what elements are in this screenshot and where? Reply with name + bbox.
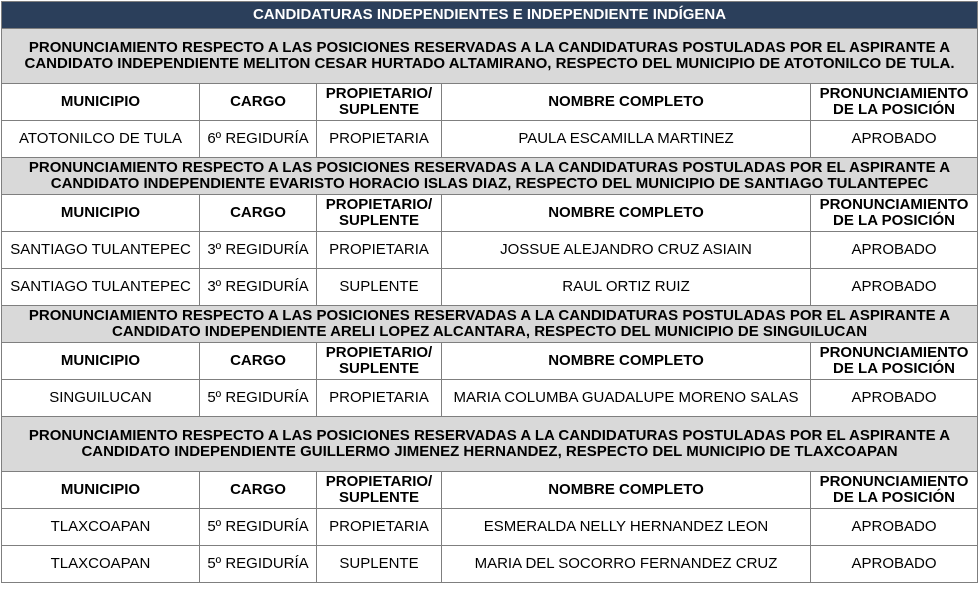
table-title: CANDIDATURAS INDEPENDIENTES E INDEPENDIENTE INDÍGENA — [2, 2, 978, 29]
cell-pronunciamiento: APROBADO — [811, 380, 978, 417]
section-heading: PRONUNCIAMIENTO RESPECTO A LAS POSICIONES RESERVADAS A LA CANDIDATURAS POSTULADAS POR EL ASPIRANTE A CANDIDATO INDEPENDIENTE ARELI LOPEZ ALCANTARA, RESPECTO DEL MUNICIPIO DE SINGUILUCAN — [2, 306, 978, 343]
table-row — [2, 232, 978, 269]
header-municipio: MUNICIPIO — [2, 472, 200, 509]
cell-propietario-suplente: SUPLENTE — [317, 546, 442, 583]
cell-propietario-suplente: PROPIETARIA — [317, 380, 442, 417]
header-pronunciamiento: PRONUNCIAMIENTO DE LA POSICIÓN — [811, 472, 978, 509]
header-municipio: MUNICIPIO — [2, 84, 200, 121]
header-propietario-suplente: PROPIETARIO/ SUPLENTE — [317, 195, 442, 232]
cell-nombre: JOSSUE ALEJANDRO CRUZ ASIAIN — [442, 232, 811, 269]
cell-nombre: PAULA ESCAMILLA MARTINEZ — [442, 121, 811, 158]
header-cargo: CARGO — [200, 195, 317, 232]
header-row — [2, 195, 978, 232]
cell-municipio: ATOTONILCO DE TULA — [2, 121, 200, 158]
header-nombre-completo: NOMBRE COMPLETO — [442, 343, 811, 380]
cell-cargo: 3º REGIDURÍA — [200, 232, 317, 269]
header-cargo: CARGO — [200, 472, 317, 509]
cell-pronunciamiento: APROBADO — [811, 509, 978, 546]
table-row — [2, 509, 978, 546]
cell-nombre: MARIA DEL SOCORRO FERNANDEZ CRUZ — [442, 546, 811, 583]
header-nombre-completo: NOMBRE COMPLETO — [442, 84, 811, 121]
cell-nombre: MARIA COLUMBA GUADALUPE MORENO SALAS — [442, 380, 811, 417]
cell-propietario-suplente: PROPIETARIA — [317, 121, 442, 158]
section-heading: PRONUNCIAMIENTO RESPECTO A LAS POSICIONES RESERVADAS A LA CANDIDATURAS POSTULADAS POR EL ASPIRANTE A CANDIDATO INDEPENDIENTE GUILLERMO JIMENEZ HERNANDEZ, RESPECTO DEL MUNICIPIO DE TLAXCOAPAN — [2, 417, 978, 472]
section-heading: PRONUNCIAMIENTO RESPECTO A LAS POSICIONES RESERVADAS A LA CANDIDATURAS POSTULADAS POR EL ASPIRANTE A CANDIDATO INDEPENDIENTE MELITON CESAR HURTADO ALTAMIRANO, RESPECTO DEL MUNICIPIO DE ATOTONILCO DE TULA. — [2, 29, 978, 84]
table-row — [2, 546, 978, 583]
cell-pronunciamiento: APROBADO — [811, 121, 978, 158]
cell-municipio: SINGUILUCAN — [2, 380, 200, 417]
header-row — [2, 84, 978, 121]
header-pronunciamiento: PRONUNCIAMIENTO DE LA POSICIÓN — [811, 195, 978, 232]
cell-nombre: ESMERALDA NELLY HERNANDEZ LEON — [442, 509, 811, 546]
cell-cargo: 5º REGIDURÍA — [200, 509, 317, 546]
table-row — [2, 380, 978, 417]
cell-municipio: SANTIAGO TULANTEPEC — [2, 269, 200, 306]
cell-pronunciamiento: APROBADO — [811, 232, 978, 269]
cell-propietario-suplente: PROPIETARIA — [317, 509, 442, 546]
header-pronunciamiento: PRONUNCIAMIENTO DE LA POSICIÓN — [811, 84, 978, 121]
cell-propietario-suplente: PROPIETARIA — [317, 232, 442, 269]
header-propietario-suplente: PROPIETARIO/ SUPLENTE — [317, 472, 442, 509]
header-propietario-suplente: PROPIETARIO/ SUPLENTE — [317, 343, 442, 380]
cell-municipio: TLAXCOAPAN — [2, 546, 200, 583]
cell-municipio: SANTIAGO TULANTEPEC — [2, 232, 200, 269]
cell-cargo: 5º REGIDURÍA — [200, 546, 317, 583]
header-propietario-suplente: PROPIETARIO/ SUPLENTE — [317, 84, 442, 121]
header-nombre-completo: NOMBRE COMPLETO — [442, 195, 811, 232]
cell-pronunciamiento: APROBADO — [811, 269, 978, 306]
header-cargo: CARGO — [200, 343, 317, 380]
header-row — [2, 472, 978, 509]
table-row — [2, 121, 978, 158]
header-pronunciamiento: PRONUNCIAMIENTO DE LA POSICIÓN — [811, 343, 978, 380]
cell-propietario-suplente: SUPLENTE — [317, 269, 442, 306]
section-heading: PRONUNCIAMIENTO RESPECTO A LAS POSICIONES RESERVADAS A LA CANDIDATURAS POSTULADAS POR EL ASPIRANTE A CANDIDATO INDEPENDIENTE EVARISTO HORACIO ISLAS DIAZ, RESPECTO DEL MUNICIPIO DE SANTIAGO TULANTEPEC — [2, 158, 978, 195]
cell-cargo: 5º REGIDURÍA — [200, 380, 317, 417]
header-municipio: MUNICIPIO — [2, 343, 200, 380]
cell-pronunciamiento: APROBADO — [811, 546, 978, 583]
table-row — [2, 269, 978, 306]
header-municipio: MUNICIPIO — [2, 195, 200, 232]
cell-municipio: TLAXCOAPAN — [2, 509, 200, 546]
candidaturas-table — [1, 1, 978, 583]
cell-cargo: 3º REGIDURÍA — [200, 269, 317, 306]
cell-cargo: 6º REGIDURÍA — [200, 121, 317, 158]
header-cargo: CARGO — [200, 84, 317, 121]
cell-nombre: RAUL ORTIZ RUIZ — [442, 269, 811, 306]
header-nombre-completo: NOMBRE COMPLETO — [442, 472, 811, 509]
header-row — [2, 343, 978, 380]
